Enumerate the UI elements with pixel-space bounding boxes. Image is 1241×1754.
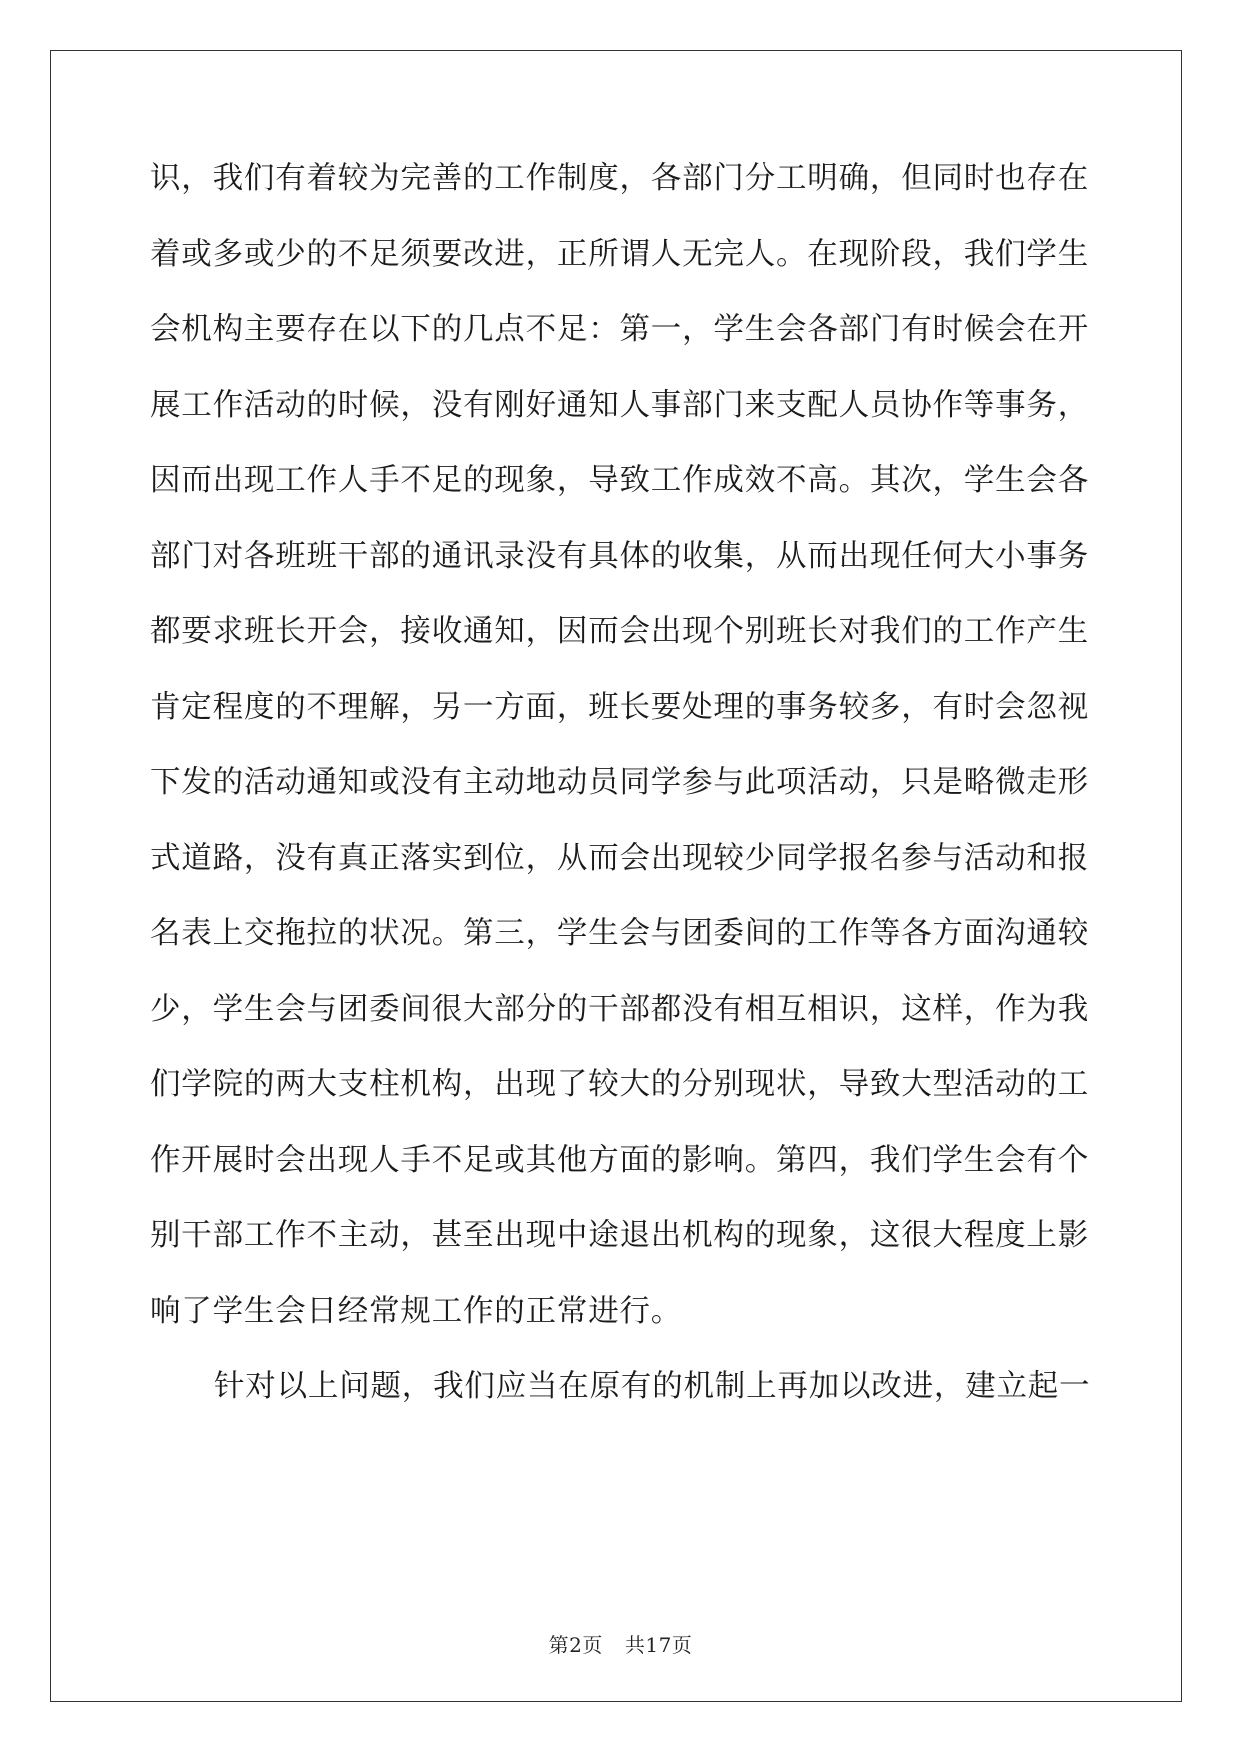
page-footer: [0, 1629, 1241, 1658]
text-line: 着或多或少的不足须要改进，正所谓人无完人。在现阶段，我们学生: [150, 236, 1089, 272]
total-pages: 共17页: [624, 1633, 693, 1657]
page-number: 第2页: [548, 1633, 603, 1657]
text-line: 式道路，没有真正落实到位，从而会出现较少同学报名参与活动和报: [150, 840, 1089, 876]
text-line: 们学院的两大支柱机构，出现了较大的分别现状，导致大型活动的工: [150, 1067, 1089, 1102]
text-line: 展工作活动的时候，没有刚好通知人事部门来支配人员协作等事务，: [150, 387, 1089, 423]
text-line: 少，学生会与团委间很大部分的干部都没有相互相识，这样，作为我: [150, 991, 1089, 1027]
text-line: 都要求班长开会，接收通知，因而会出现个别班长对我们的工作产生: [150, 614, 1089, 649]
text-line: 名表上交拖拉的状况。第三，学生会与团委间的工作等各方面沟通较: [150, 916, 1089, 951]
text-line: 因而出现工作人手不足的现象，导致工作成效不高。其次，学生会各: [150, 463, 1089, 498]
text-line: 响了学生会日经常规工作的正常进行。: [150, 1293, 683, 1329]
text-line: 识，我们有着较为完善的工作制度，各部门分工明确，但同时也存在: [150, 161, 1089, 196]
body-text: [150, 158, 1091, 1442]
text-line: 作开展时会出现人手不足或其他方面的影响。第四，我们学生会有个: [150, 1142, 1089, 1178]
paragraph-start-line: 针对以上问题，我们应当在原有的机制上再加以改进，建立起一: [214, 1369, 1091, 1404]
text-line: 会机构主要存在以下的几点不足：第一，学生会各部门有时候会在开: [150, 312, 1089, 347]
text-line: 部门对各班班干部的通讯录没有具体的收集，从而出现任何大小事务: [150, 538, 1089, 574]
text-line: 别干部工作不主动，甚至出现中途退出机构的现象，这很大程度上影: [150, 1218, 1089, 1253]
text-line: 下发的活动通知或没有主动地动员同学参与此项活动，只是略微走形: [150, 765, 1089, 800]
text-line: 肯定程度的不理解，另一方面，班长要处理的事务较多，有时会忽视: [150, 689, 1089, 725]
